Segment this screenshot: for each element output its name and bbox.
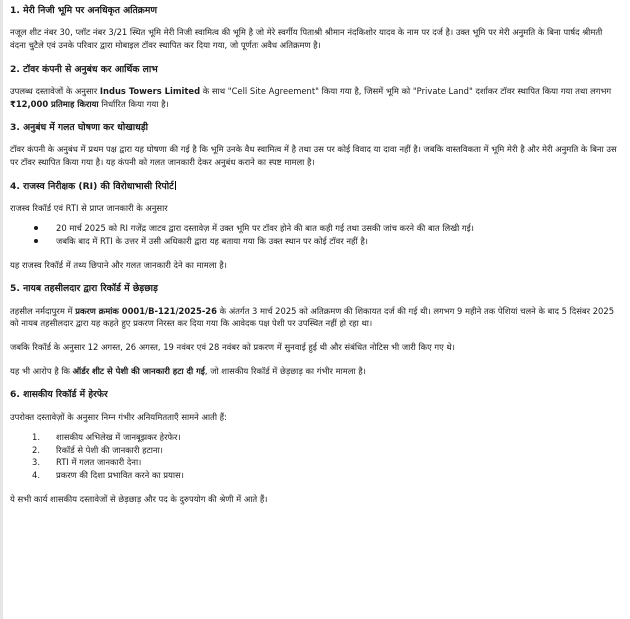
section-5 (10, 282, 618, 377)
section-2 (10, 63, 618, 111)
section-2-paragraph (10, 85, 618, 110)
section-4-intro: राजस्व रिकॉर्ड एवं RTI से प्राप्त जानकारी के अनुसार (10, 203, 168, 214)
list-number: 3. (32, 457, 40, 468)
text-cursor (175, 181, 176, 190)
list-item-text: RTI में गलत जानकारी देना। (56, 457, 142, 468)
list-number: 4. (32, 470, 40, 481)
section-5-heading: 5. नायब तहसीलदार द्वारा रिकॉर्ड में छेड़छाड़ (10, 283, 158, 295)
list-item-text: शासकीय अभिलेख में जानबूझकर हेरफेर। (56, 432, 181, 443)
section-4 (10, 180, 618, 272)
list-item-text: रिकॉर्ड से पेशी की जानकारी हटाना। (56, 444, 163, 455)
list-item-text: प्रकरण की दिशा प्रभावित करने का प्रयास। (56, 470, 184, 481)
section-3 (10, 121, 618, 169)
section-2-text-c: के साथ "Cell Site Agreement" किया गया है, जिसमें भूमि को "Private Land" दर्शाकर टॉवर स्थापित किया गया तथा लगभग (200, 85, 612, 96)
section-2-heading: 2. टॉवर कंपनी से अनुबंध कर आर्थिक लाभ (10, 63, 158, 75)
list-item: जबकि बाद में RTI के उत्तर में उसी अधिकारी द्वारा यह बताया गया कि उक्त स्थान पर कोई टॉवर नहीं है। (56, 235, 618, 248)
section-4-outro: यह राजस्व रिकॉर्ड में तथ्य छिपाने और गलत जानकारी देने का मामला है। (10, 259, 227, 270)
list-item (32, 469, 618, 482)
section-5-text-c: के अंतर्गत 3 मार्च 2025 को अतिक्रमण की शिकायत दर्ज की गई थी। लगभग 9 महीने तक पेशियां चलने के बाद 5 दिसंबर 2025 को नायब तहसीलदार द्वारा यह कहते हुए प्रकरण निरस्त कर दिया गया कि आवेदक पक्ष पेशी पर उपस्थित नहीं हो रहा था। (10, 305, 615, 329)
section-1 (10, 4, 618, 52)
list-number: 2. (32, 444, 40, 455)
section-5-paragraph-3 (10, 365, 618, 378)
section-5-text-a: तहसील नर्मदापुरम में (10, 305, 76, 316)
list-item: 20 मार्च 2025 को RI गजेंद्र जाटव द्वारा दस्तावेज़ में उक्त भूमि पर टॉवर होने की बात कही गई तथा उसकी जांच करने की बात लिखी गई। (56, 222, 618, 235)
section-4-heading (10, 180, 618, 193)
section-3-heading: 3. अनुबंध में गलत घोषणा कर धोखाधड़ी (10, 122, 149, 134)
section-6-intro: उपरोक्त दस्तावेज़ों के अनुसार निम्न गंभीर अनियमितताएँ सामने आती हैं: (10, 411, 227, 422)
section-6-heading: 6. शासकीय रिकॉर्ड में हेरफेर (10, 389, 108, 401)
section-2-rent-amount: ₹12,000 प्रतिमाह किराया (10, 98, 99, 109)
section-5-p3-text-c: , जो शासकीय रिकॉर्ड में छेड़छाड़ का गंभीर मामला है। (204, 365, 366, 376)
list-item (32, 456, 618, 469)
section-2-text-e: निर्धारित किया गया है। (98, 98, 169, 109)
list-item (32, 431, 618, 444)
section-5-case-number: प्रकरण क्रमांक 0001/B-121/2025-26 (75, 305, 217, 316)
list-number: 1. (32, 432, 40, 443)
section-6-outro: ये सभी कार्य शासकीय दस्तावेजों से छेड़छाड़ और पद के दुरुपयोग की श्रेणी में आते हैं। (10, 493, 268, 504)
section-2-text-a: उपलब्ध दस्तावेजों के अनुसार (10, 85, 100, 96)
section-4-heading-text: 4. राजस्व निरीक्षक (RI) की विरोधाभासी रिपोर्ट (10, 180, 174, 192)
section-1-paragraph: नजूल शीट नंबर 30, प्लॉट नंबर 3/21 स्थित भूमि मेरी निजी स्वामित्व की भूमि है जो मेरे स्वर्गीय पिताश्री श्रीमान नंदकिशोर यादव के नाम पर दर्ज है। उक्त भूमि पर मेरी अनुमति के बिना पार्षद श्रीमती वंदना चुटैले एवं उनके परिवार द्वारा मोबाइल टॉवर स्थापित कर दिया गया, जो पूर्णतः अवैध अतिक्रमण है। (10, 27, 603, 50)
section-5-paragraph-2: जबकि रिकॉर्ड के अनुसार 12 अगस्त, 26 अगस्त, 19 नवंबर एवं 28 नवंबर को प्रकरण में सुनवाई हुई थी और संबंधित नोटिस भी जारी किए गए थे। (10, 342, 455, 353)
document-body[interactable] (10, 4, 618, 516)
section-5-paragraph-1 (10, 305, 618, 330)
section-5-p3-text-a: यह भी आरोप है कि (10, 365, 73, 376)
section-4-bullet-list (10, 222, 618, 248)
page-edge-divider (0, 0, 3, 619)
section-6-numbered-list (10, 431, 618, 481)
section-3-paragraph: टॉवर कंपनी के अनुबंध में प्रथम पक्ष द्वारा यह घोषणा की गई है कि भूमि उनके वैध स्वामित्व में है तथा उस पर कोई विवाद या दावा नहीं है। जबकि वास्तविकता में भूमि मेरी है और मेरी अनुमति के बिना उस पर टॉवर स्थापित किया गया है। यह कंपनी को गलत जानकारी देकर अनुबंध कराने का स्पष्ट मामला है। (10, 144, 617, 168)
list-item (32, 444, 618, 457)
section-1-heading: 1. मेरी निजी भूमि पर अनधिकृत अतिक्रमण (10, 5, 157, 16)
section-2-company-name: Indus Towers Limited (99, 85, 201, 96)
section-5-p3-bold: ऑर्डर शीट से पेशी की जानकारी हटा दी गई (72, 365, 205, 376)
section-6 (10, 388, 618, 505)
